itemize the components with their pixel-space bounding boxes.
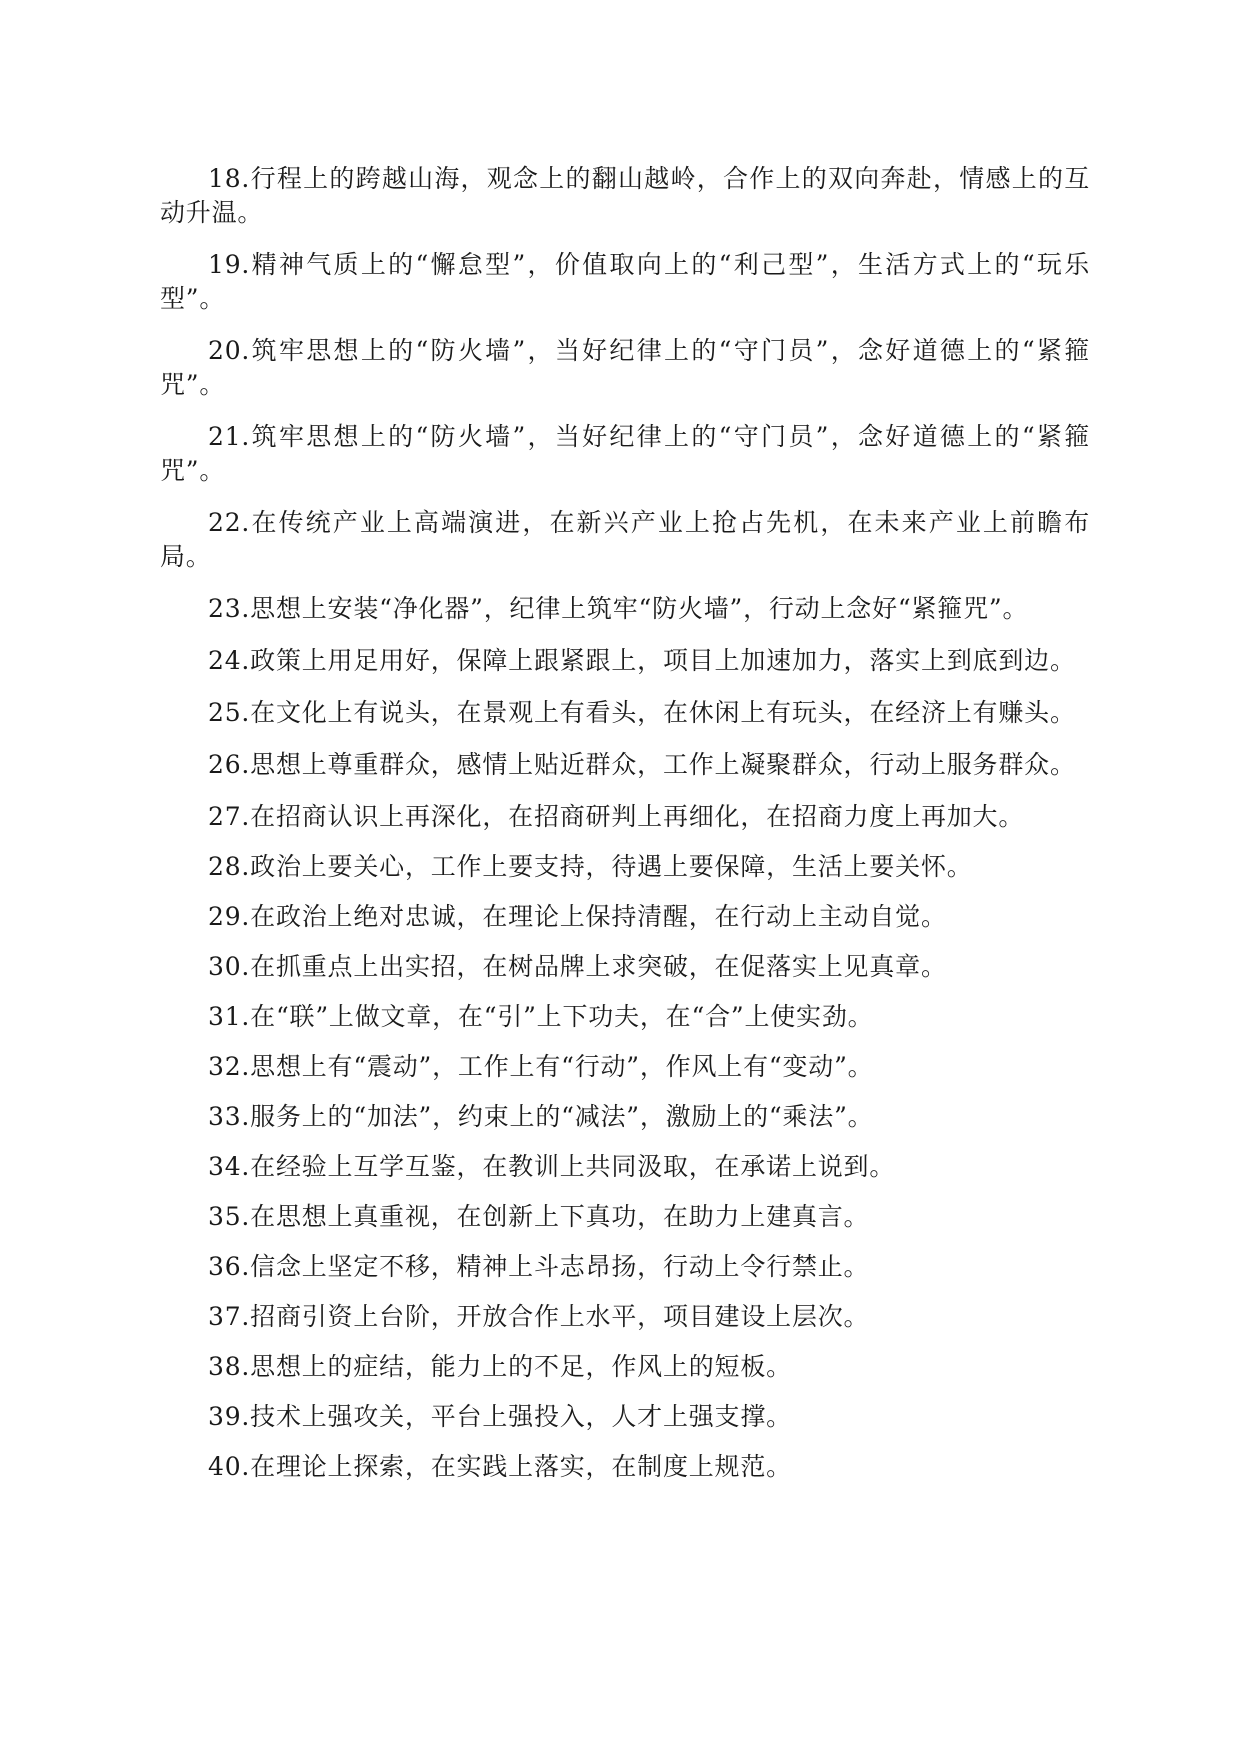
list-item-36: 36.信念上坚定不移，精神上斗志昂扬，行动上令行禁止。 bbox=[208, 1252, 870, 1281]
list-item-33: 33.服务上的“加法”，约束上的“减法”，激励上的“乘法”。 bbox=[208, 1102, 874, 1131]
document-body bbox=[160, 162, 1090, 1500]
list-item-24: 24.政策上用足用好，保障上跟紧跟上，项目上加速加力，落实上到底到边。 bbox=[208, 646, 1076, 675]
list-item-25: 25.在文化上有说头，在景观上有看头，在休闲上有玩头，在经济上有赚头。 bbox=[208, 698, 1076, 727]
list-item-34: 34.在经验上互学互鉴，在教训上共同汲取，在承诺上说到。 bbox=[208, 1152, 896, 1181]
list-item-38: 38.思想上的症结，能力上的不足，作风上的短板。 bbox=[208, 1352, 792, 1381]
list-item-26: 26.思想上尊重群众，感情上贴近群众，工作上凝聚群众，行动上服务群众。 bbox=[208, 750, 1076, 779]
list-item-20: 20.筑牢思想上的“防火墙”，当好纪律上的“守门员”，念好道德上的“紧箍咒”。 bbox=[160, 336, 1090, 399]
list-item-31: 31.在“联”上做文章，在“引”上下功夫，在“合”上使实劲。 bbox=[208, 1002, 874, 1031]
list-item-35: 35.在思想上真重视，在创新上下真功，在助力上建真言。 bbox=[208, 1202, 870, 1231]
list-item-30: 30.在抓重点上出实招，在树品牌上求突破，在促落实上见真章。 bbox=[208, 952, 947, 981]
list-item-29: 29.在政治上绝对忠诚，在理论上保持清醒，在行动上主动自觉。 bbox=[208, 902, 947, 931]
list-item-39: 39.技术上强攻关，平台上强投入，人才上强支撑。 bbox=[208, 1402, 792, 1431]
list-item-22: 22.在传统产业上高端演进，在新兴产业上抢占先机，在未来产业上前瞻布局。 bbox=[160, 508, 1090, 571]
list-item-18: 18.行程上的跨越山海，观念上的翻山越岭，合作上的双向奔赴，情感上的互动升温。 bbox=[160, 164, 1090, 227]
list-item-27: 27.在招商认识上再深化，在招商研判上再细化，在招商力度上再加大。 bbox=[208, 802, 1025, 831]
list-item-23: 23.思想上安装“净化器”，纪律上筑牢“防火墙”，行动上念好“紧箍咒”。 bbox=[208, 594, 1029, 623]
list-item-19: 19.精神气质上的“懈怠型”，价值取向上的“利己型”，生活方式上的“玩乐型”。 bbox=[160, 250, 1090, 313]
list-item-28: 28.政治上要关心，工作上要支持，待遇上要保障，生活上要关怀。 bbox=[208, 852, 973, 881]
list-item-40: 40.在理论上探索，在实践上落实，在制度上规范。 bbox=[208, 1452, 792, 1481]
list-item-21: 21.筑牢思想上的“防火墙”，当好纪律上的“守门员”，念好道德上的“紧箍咒”。 bbox=[160, 422, 1090, 485]
list-item-32: 32.思想上有“震动”，工作上有“行动”，作风上有“变动”。 bbox=[208, 1052, 874, 1081]
list-item-37: 37.招商引资上台阶，开放合作上水平，项目建设上层次。 bbox=[208, 1302, 870, 1331]
